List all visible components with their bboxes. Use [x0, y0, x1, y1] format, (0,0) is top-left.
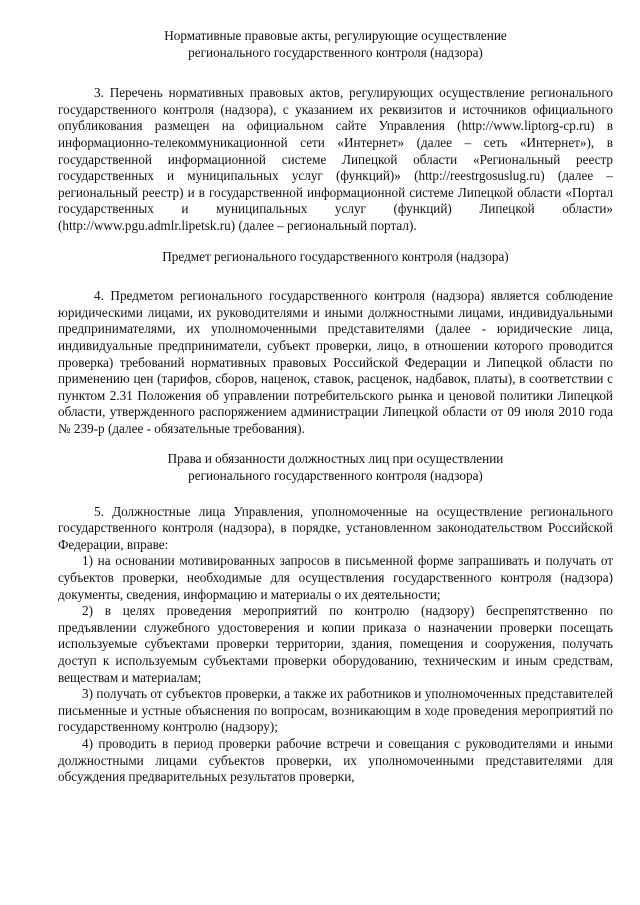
section-heading-legal-acts [58, 28, 613, 61]
list-item: 4) проводить в период проверки рабочие встречи и совещания с руководителями и иными должностными лицами субъектов проверки, их уполномоченными представителями для обсуждения предварительных результатов проверки, [58, 735, 613, 785]
paragraph-4: 4. Предметом регионального государственного контроля (надзора) является соблюдение юридическими лицами, их руководителями и иными должностными лицами, индивидуальными предпринимателями, их уполномоченными представителями (далее - юридические лица, индивидуальные предприниматели, субъект проверки, лицо, в отношении которого проводится проверка) требований нормативных правовых Российской Федерации и Липецкой области по применению цен (тарифов, сборов, наценок, ставок, расценок, надбавок, платы), в соответствии с пунктом 2.31 Положения об управлении потребительского рынка и ценовой политики Липецкой области, утвержденного распоряжением администрации Липецкой области от 09 июля 2010 года № 239-р (далее - обязательные требования). [58, 288, 613, 436]
list-item: 2) в целях проведения мероприятий по контролю (надзору) беспрепятственно по предъявлении служебного удостоверения и копии приказа о назначении проверки посещать используемые субъектами проверки территории, здания, помещения и сооружения, получать доступ к используемым субъектами проверки оборудованию, техническим и иным средствам, веществам и материалам; [58, 603, 613, 685]
paragraph-3: 3. Перечень нормативных правовых актов, регулирующих осуществление регионального государственного контроля (надзора), с указанием их реквизитов и источников официального опубликования размещен на официальном сайте Управления (http://www.liptorg-cp.ru) в информационно-телекоммуникационной сети «Интернет» (далее – сеть «Интернет»), в государственной информационной системе Липецкой области «Региональный реестр государственных и муниципальных услуг (функций)» (http://reestrgosuslug.ru) (далее – региональный реестр) и в государственной информационной системе Липецкой области «Портал государственных и муниципальных услуг (функций) Липецкой области» (http://www.pgu.admlr.lipetsk.ru) (далее – региональный портал). [58, 85, 613, 233]
paragraph-5: 5. Должностные лица Управления, уполномоченные на осуществление регионального государственного контроля (надзора), в порядке, установленном законодательством Российской Федерации, вправе: [58, 503, 613, 552]
heading-line: регионального государственного контроля (надзора) [188, 468, 483, 484]
section-heading-rights [58, 451, 613, 484]
heading-line: регионального государственного контроля (надзора) [188, 44, 483, 60]
heading-line: Нормативные правовые акты, регулирующие осуществление [164, 28, 507, 43]
list-item: 1) на основании мотивированных запросов в письменной форме запрашивать и получать от субъектов проверки, необходимые для осуществления государственного контроля (надзора) документы, сведения, информацию и материалы о их деятельности; [58, 553, 613, 602]
heading-line: Права и обязанности должностных лиц при осуществлении [167, 451, 504, 467]
list-item: 3) получать от субъектов проверки, а также их работников и уполномоченных представителей письменные и устные объяснения по вопросам, возникающим в ходе проведения мероприятий по государственному контролю (надзору); [58, 686, 613, 735]
section-heading-subject: Предмет регионального государственного контроля (надзора) [162, 248, 509, 264]
document-page [58, 28, 613, 786]
